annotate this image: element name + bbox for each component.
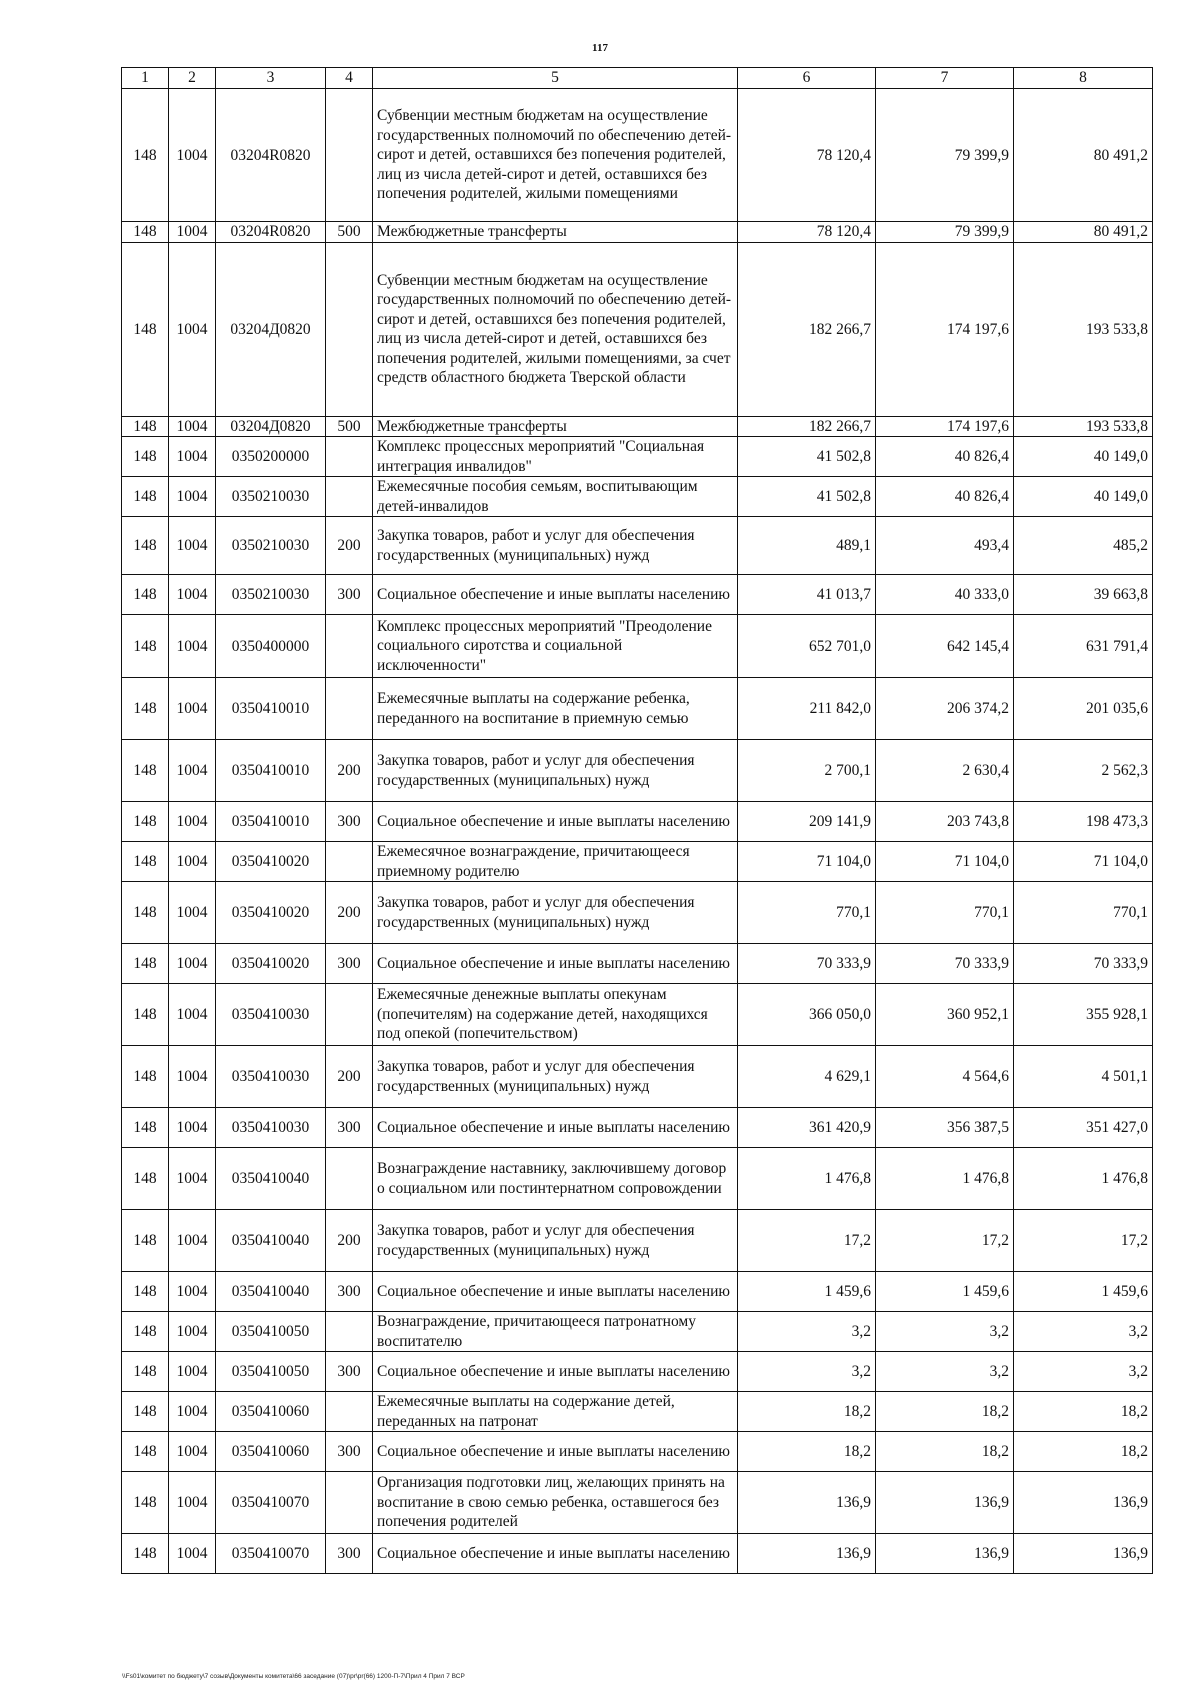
cell-amount-year-3: 485,2	[1014, 517, 1153, 575]
cell-amount-year-1: 78 120,4	[738, 222, 876, 243]
cell-amount-year-3: 80 491,2	[1014, 89, 1153, 222]
cell-name: Организация подготовки лиц, желающих принять на воспитание в свою семью ребенка, оставшегося без попечения родителей	[373, 1472, 738, 1534]
cell-amount-year-1: 17,2	[738, 1210, 876, 1272]
cell-amount-year-2: 3,2	[876, 1352, 1014, 1392]
col-header-1: 1	[122, 68, 169, 89]
cell-amount-year-2: 40 826,4	[876, 477, 1014, 517]
cell-expense-type	[326, 1148, 373, 1210]
cell-expense-type: 200	[326, 882, 373, 944]
cell-gr: 148	[122, 1472, 169, 1534]
table-row	[122, 678, 1153, 740]
cell-amount-year-3: 631 791,4	[1014, 615, 1153, 678]
cell-name: Закупка товаров, работ и услуг для обеспечения государственных (муниципальных) нужд	[373, 740, 738, 802]
cell-amount-year-2: 203 743,8	[876, 802, 1014, 842]
table-row	[122, 1046, 1153, 1108]
budget-table	[121, 67, 1153, 1574]
cell-section: 1004	[169, 1534, 216, 1574]
cell-target-article: 0350410030	[216, 984, 326, 1046]
cell-amount-year-3: 17,2	[1014, 1210, 1153, 1272]
table-row	[122, 242, 1153, 416]
cell-expense-type	[326, 242, 373, 416]
cell-target-article: 0350410030	[216, 1108, 326, 1148]
cell-gr: 148	[122, 477, 169, 517]
cell-amount-year-2: 136,9	[876, 1472, 1014, 1534]
cell-expense-type	[326, 89, 373, 222]
cell-amount-year-3: 40 149,0	[1014, 437, 1153, 477]
cell-amount-year-1: 1 476,8	[738, 1148, 876, 1210]
cell-name: Ежемесячные выплаты на содержание детей, переданных на патронат	[373, 1392, 738, 1432]
cell-expense-type: 300	[326, 1272, 373, 1312]
cell-amount-year-3: 40 149,0	[1014, 477, 1153, 517]
cell-target-article: 0350410030	[216, 1046, 326, 1108]
cell-amount-year-3: 770,1	[1014, 882, 1153, 944]
cell-expense-type	[326, 984, 373, 1046]
cell-expense-type: 300	[326, 802, 373, 842]
cell-name: Ежемесячное вознаграждение, причитающееся приемному родителю	[373, 842, 738, 882]
cell-amount-year-1: 18,2	[738, 1432, 876, 1472]
cell-amount-year-1: 136,9	[738, 1534, 876, 1574]
table-row	[122, 1392, 1153, 1432]
table-row	[122, 1148, 1153, 1210]
cell-amount-year-2: 174 197,6	[876, 416, 1014, 437]
cell-amount-year-2: 642 145,4	[876, 615, 1014, 678]
cell-gr: 148	[122, 437, 169, 477]
cell-amount-year-1: 361 420,9	[738, 1108, 876, 1148]
cell-expense-type	[326, 615, 373, 678]
cell-expense-type	[326, 678, 373, 740]
cell-target-article: 0350210030	[216, 477, 326, 517]
cell-section: 1004	[169, 1432, 216, 1472]
cell-name: Закупка товаров, работ и услуг для обеспечения государственных (муниципальных) нужд	[373, 1046, 738, 1108]
cell-section: 1004	[169, 1046, 216, 1108]
col-header-4: 4	[326, 68, 373, 89]
cell-name: Комплекс процессных мероприятий "Социальная интеграция инвалидов"	[373, 437, 738, 477]
table-body	[122, 89, 1153, 1574]
cell-amount-year-2: 79 399,9	[876, 89, 1014, 222]
cell-target-article: 0350410040	[216, 1272, 326, 1312]
cell-amount-year-2: 17,2	[876, 1210, 1014, 1272]
cell-amount-year-1: 182 266,7	[738, 242, 876, 416]
table-row	[122, 615, 1153, 678]
table-row	[122, 740, 1153, 802]
cell-section: 1004	[169, 242, 216, 416]
cell-gr: 148	[122, 1108, 169, 1148]
cell-section: 1004	[169, 1148, 216, 1210]
cell-gr: 148	[122, 882, 169, 944]
table-row	[122, 575, 1153, 615]
cell-target-article: 03204R0820	[216, 89, 326, 222]
cell-amount-year-3: 4 501,1	[1014, 1046, 1153, 1108]
cell-expense-type: 300	[326, 1352, 373, 1392]
table-row	[122, 1210, 1153, 1272]
cell-amount-year-3: 351 427,0	[1014, 1108, 1153, 1148]
cell-target-article: 03204R0820	[216, 222, 326, 243]
cell-gr: 148	[122, 1534, 169, 1574]
cell-target-article: 0350410070	[216, 1534, 326, 1574]
cell-amount-year-1: 489,1	[738, 517, 876, 575]
cell-expense-type: 200	[326, 740, 373, 802]
col-header-8: 8	[1014, 68, 1153, 89]
cell-name: Закупка товаров, работ и услуг для обеспечения государственных (муниципальных) нужд	[373, 882, 738, 944]
cell-amount-year-3: 18,2	[1014, 1392, 1153, 1432]
cell-expense-type: 500	[326, 416, 373, 437]
cell-section: 1004	[169, 944, 216, 984]
cell-expense-type: 300	[326, 1432, 373, 1472]
table-row	[122, 222, 1153, 243]
cell-expense-type: 200	[326, 1210, 373, 1272]
cell-amount-year-1: 41 502,8	[738, 477, 876, 517]
cell-gr: 148	[122, 1352, 169, 1392]
cell-section: 1004	[169, 437, 216, 477]
cell-target-article: 03204Д0820	[216, 242, 326, 416]
cell-section: 1004	[169, 740, 216, 802]
table-row	[122, 984, 1153, 1046]
header-row	[122, 68, 1153, 89]
cell-target-article: 0350410040	[216, 1148, 326, 1210]
cell-amount-year-3: 136,9	[1014, 1472, 1153, 1534]
cell-section: 1004	[169, 802, 216, 842]
cell-name: Ежемесячные выплаты на содержание ребенка, переданного на воспитание в приемную семью	[373, 678, 738, 740]
cell-target-article: 0350210030	[216, 517, 326, 575]
cell-amount-year-1: 211 842,0	[738, 678, 876, 740]
cell-amount-year-1: 366 050,0	[738, 984, 876, 1046]
cell-amount-year-1: 78 120,4	[738, 89, 876, 222]
cell-target-article: 0350410020	[216, 882, 326, 944]
cell-gr: 148	[122, 984, 169, 1046]
col-header-3: 3	[216, 68, 326, 89]
cell-name: Социальное обеспечение и иные выплаты населению	[373, 1108, 738, 1148]
cell-amount-year-1: 70 333,9	[738, 944, 876, 984]
cell-amount-year-1: 652 701,0	[738, 615, 876, 678]
cell-amount-year-2: 356 387,5	[876, 1108, 1014, 1148]
cell-target-article: 0350410060	[216, 1432, 326, 1472]
footer-file-path: \\Fs01\комитет по бюджету\7 созыв\Документы комитета\66 заседание (07)\pr\pr(66) 1200-П-7\Прил 4 Прил 7 ВСР	[122, 1673, 465, 1680]
cell-name: Ежемесячные денежные выплаты опекунам (попечителям) на содержание детей, находящихся под опекой (попечительством)	[373, 984, 738, 1046]
cell-amount-year-2: 360 952,1	[876, 984, 1014, 1046]
cell-name: Закупка товаров, работ и услуг для обеспечения государственных (муниципальных) нужд	[373, 517, 738, 575]
cell-section: 1004	[169, 1272, 216, 1312]
cell-amount-year-1: 136,9	[738, 1472, 876, 1534]
cell-amount-year-1: 4 629,1	[738, 1046, 876, 1108]
cell-target-article: 0350410070	[216, 1472, 326, 1534]
cell-section: 1004	[169, 1392, 216, 1432]
cell-target-article: 0350410020	[216, 944, 326, 984]
cell-amount-year-3: 18,2	[1014, 1432, 1153, 1472]
cell-amount-year-3: 71 104,0	[1014, 842, 1153, 882]
cell-expense-type	[326, 1312, 373, 1352]
table-row	[122, 437, 1153, 477]
cell-section: 1004	[169, 1210, 216, 1272]
cell-gr: 148	[122, 740, 169, 802]
cell-amount-year-2: 79 399,9	[876, 222, 1014, 243]
table-row	[122, 802, 1153, 842]
cell-gr: 148	[122, 1272, 169, 1312]
table-row	[122, 517, 1153, 575]
cell-gr: 148	[122, 842, 169, 882]
cell-amount-year-3: 193 533,8	[1014, 242, 1153, 416]
cell-name: Межбюджетные трансферты	[373, 222, 738, 243]
table-row	[122, 416, 1153, 437]
cell-target-article: 0350410040	[216, 1210, 326, 1272]
cell-section: 1004	[169, 678, 216, 740]
cell-gr: 148	[122, 1432, 169, 1472]
cell-amount-year-3: 39 663,8	[1014, 575, 1153, 615]
cell-amount-year-2: 18,2	[876, 1392, 1014, 1432]
cell-name: Социальное обеспечение и иные выплаты населению	[373, 802, 738, 842]
cell-amount-year-1: 41 013,7	[738, 575, 876, 615]
cell-name: Субвенции местным бюджетам на осуществление государственных полномочий по обеспечению детей-сирот и детей, оставшихся без попечения родителей, лиц из числа детей-сирот и детей, оставшихся без попечения родителей, жилыми помещениями, за счет средств областного бюджета Тверской области	[373, 242, 738, 416]
cell-amount-year-1: 182 266,7	[738, 416, 876, 437]
cell-amount-year-3: 80 491,2	[1014, 222, 1153, 243]
cell-section: 1004	[169, 517, 216, 575]
cell-target-article: 0350410010	[216, 740, 326, 802]
cell-amount-year-2: 770,1	[876, 882, 1014, 944]
cell-name: Социальное обеспечение и иные выплаты населению	[373, 1272, 738, 1312]
cell-expense-type	[326, 1472, 373, 1534]
cell-gr: 148	[122, 1210, 169, 1272]
cell-amount-year-2: 3,2	[876, 1312, 1014, 1352]
cell-gr: 148	[122, 802, 169, 842]
cell-expense-type	[326, 842, 373, 882]
cell-amount-year-1: 3,2	[738, 1312, 876, 1352]
table-row	[122, 1534, 1153, 1574]
cell-section: 1004	[169, 1108, 216, 1148]
cell-section: 1004	[169, 1352, 216, 1392]
cell-amount-year-1: 770,1	[738, 882, 876, 944]
cell-target-article: 0350410050	[216, 1312, 326, 1352]
cell-section: 1004	[169, 222, 216, 243]
cell-target-article: 0350210030	[216, 575, 326, 615]
cell-expense-type: 300	[326, 1534, 373, 1574]
cell-expense-type	[326, 477, 373, 517]
table-row	[122, 1312, 1153, 1352]
cell-target-article: 03204Д0820	[216, 416, 326, 437]
cell-amount-year-1: 71 104,0	[738, 842, 876, 882]
cell-amount-year-3: 1 476,8	[1014, 1148, 1153, 1210]
cell-amount-year-3: 136,9	[1014, 1534, 1153, 1574]
cell-amount-year-1: 3,2	[738, 1352, 876, 1392]
table-row	[122, 1432, 1153, 1472]
table-row	[122, 842, 1153, 882]
cell-expense-type: 200	[326, 517, 373, 575]
cell-gr: 148	[122, 89, 169, 222]
cell-amount-year-3: 2 562,3	[1014, 740, 1153, 802]
cell-section: 1004	[169, 984, 216, 1046]
cell-expense-type: 200	[326, 1046, 373, 1108]
cell-amount-year-2: 206 374,2	[876, 678, 1014, 740]
cell-gr: 148	[122, 615, 169, 678]
cell-expense-type: 300	[326, 575, 373, 615]
cell-target-article: 0350200000	[216, 437, 326, 477]
cell-gr: 148	[122, 1312, 169, 1352]
cell-target-article: 0350410010	[216, 678, 326, 740]
cell-expense-type	[326, 437, 373, 477]
cell-amount-year-3: 70 333,9	[1014, 944, 1153, 984]
cell-section: 1004	[169, 575, 216, 615]
cell-gr: 148	[122, 517, 169, 575]
cell-amount-year-2: 1 459,6	[876, 1272, 1014, 1312]
cell-expense-type: 300	[326, 1108, 373, 1148]
cell-amount-year-3: 355 928,1	[1014, 984, 1153, 1046]
cell-amount-year-2: 18,2	[876, 1432, 1014, 1472]
table-row	[122, 477, 1153, 517]
cell-name: Комплекс процессных мероприятий "Преодоление социального сиротства и социальной исключенности"	[373, 615, 738, 678]
col-header-5: 5	[373, 68, 738, 89]
table-row	[122, 1472, 1153, 1534]
table-row	[122, 1108, 1153, 1148]
cell-name: Ежемесячные пособия семьям, воспитывающим детей-инвалидов	[373, 477, 738, 517]
cell-name: Социальное обеспечение и иные выплаты населению	[373, 1432, 738, 1472]
cell-amount-year-2: 40 333,0	[876, 575, 1014, 615]
cell-gr: 148	[122, 416, 169, 437]
cell-gr: 148	[122, 678, 169, 740]
cell-target-article: 0350410010	[216, 802, 326, 842]
cell-gr: 148	[122, 575, 169, 615]
cell-target-article: 0350410020	[216, 842, 326, 882]
cell-section: 1004	[169, 1472, 216, 1534]
cell-amount-year-1: 2 700,1	[738, 740, 876, 802]
cell-section: 1004	[169, 89, 216, 222]
cell-amount-year-2: 2 630,4	[876, 740, 1014, 802]
cell-gr: 148	[122, 222, 169, 243]
cell-expense-type	[326, 1392, 373, 1432]
cell-amount-year-3: 3,2	[1014, 1312, 1153, 1352]
cell-amount-year-1: 18,2	[738, 1392, 876, 1432]
cell-gr: 148	[122, 1392, 169, 1432]
cell-amount-year-2: 493,4	[876, 517, 1014, 575]
cell-amount-year-3: 201 035,6	[1014, 678, 1153, 740]
cell-name: Межбюджетные трансферты	[373, 416, 738, 437]
table-row	[122, 1352, 1153, 1392]
cell-target-article: 0350410060	[216, 1392, 326, 1432]
cell-expense-type: 500	[326, 222, 373, 243]
cell-section: 1004	[169, 615, 216, 678]
cell-amount-year-1: 1 459,6	[738, 1272, 876, 1312]
col-header-7: 7	[876, 68, 1014, 89]
cell-section: 1004	[169, 842, 216, 882]
table-row	[122, 89, 1153, 222]
cell-name: Вознаграждение наставнику, заключившему договор о социальном или постинтернатном сопровождении	[373, 1148, 738, 1210]
cell-name: Социальное обеспечение и иные выплаты населению	[373, 1352, 738, 1392]
cell-amount-year-2: 1 476,8	[876, 1148, 1014, 1210]
cell-amount-year-2: 70 333,9	[876, 944, 1014, 984]
cell-section: 1004	[169, 882, 216, 944]
cell-gr: 148	[122, 1148, 169, 1210]
cell-section: 1004	[169, 416, 216, 437]
cell-name: Социальное обеспечение и иные выплаты населению	[373, 944, 738, 984]
cell-amount-year-1: 209 141,9	[738, 802, 876, 842]
cell-gr: 148	[122, 1046, 169, 1108]
cell-amount-year-2: 174 197,6	[876, 242, 1014, 416]
cell-target-article: 0350400000	[216, 615, 326, 678]
cell-amount-year-3: 1 459,6	[1014, 1272, 1153, 1312]
cell-amount-year-3: 3,2	[1014, 1352, 1153, 1392]
cell-name: Социальное обеспечение и иные выплаты населению	[373, 1534, 738, 1574]
cell-amount-year-2: 4 564,6	[876, 1046, 1014, 1108]
col-header-6: 6	[738, 68, 876, 89]
table-row	[122, 882, 1153, 944]
cell-section: 1004	[169, 477, 216, 517]
cell-target-article: 0350410050	[216, 1352, 326, 1392]
cell-amount-year-3: 198 473,3	[1014, 802, 1153, 842]
cell-gr: 148	[122, 242, 169, 416]
cell-name: Вознаграждение, причитающееся патронатному воспитателю	[373, 1312, 738, 1352]
page-number: 117	[592, 42, 608, 54]
cell-amount-year-2: 136,9	[876, 1534, 1014, 1574]
cell-name: Закупка товаров, работ и услуг для обеспечения государственных (муниципальных) нужд	[373, 1210, 738, 1272]
cell-name: Социальное обеспечение и иные выплаты населению	[373, 575, 738, 615]
table-row	[122, 1272, 1153, 1312]
cell-amount-year-2: 40 826,4	[876, 437, 1014, 477]
cell-name: Субвенции местным бюджетам на осуществление государственных полномочий по обеспечению детей-сирот и детей, оставшихся без попечения родителей, лиц из числа детей-сирот и детей, оставшихся без попечения родителей, жилыми помещениями	[373, 89, 738, 222]
cell-amount-year-3: 193 533,8	[1014, 416, 1153, 437]
cell-amount-year-2: 71 104,0	[876, 842, 1014, 882]
cell-section: 1004	[169, 1312, 216, 1352]
table-row	[122, 944, 1153, 984]
col-header-2: 2	[169, 68, 216, 89]
cell-amount-year-1: 41 502,8	[738, 437, 876, 477]
cell-gr: 148	[122, 944, 169, 984]
cell-expense-type: 300	[326, 944, 373, 984]
